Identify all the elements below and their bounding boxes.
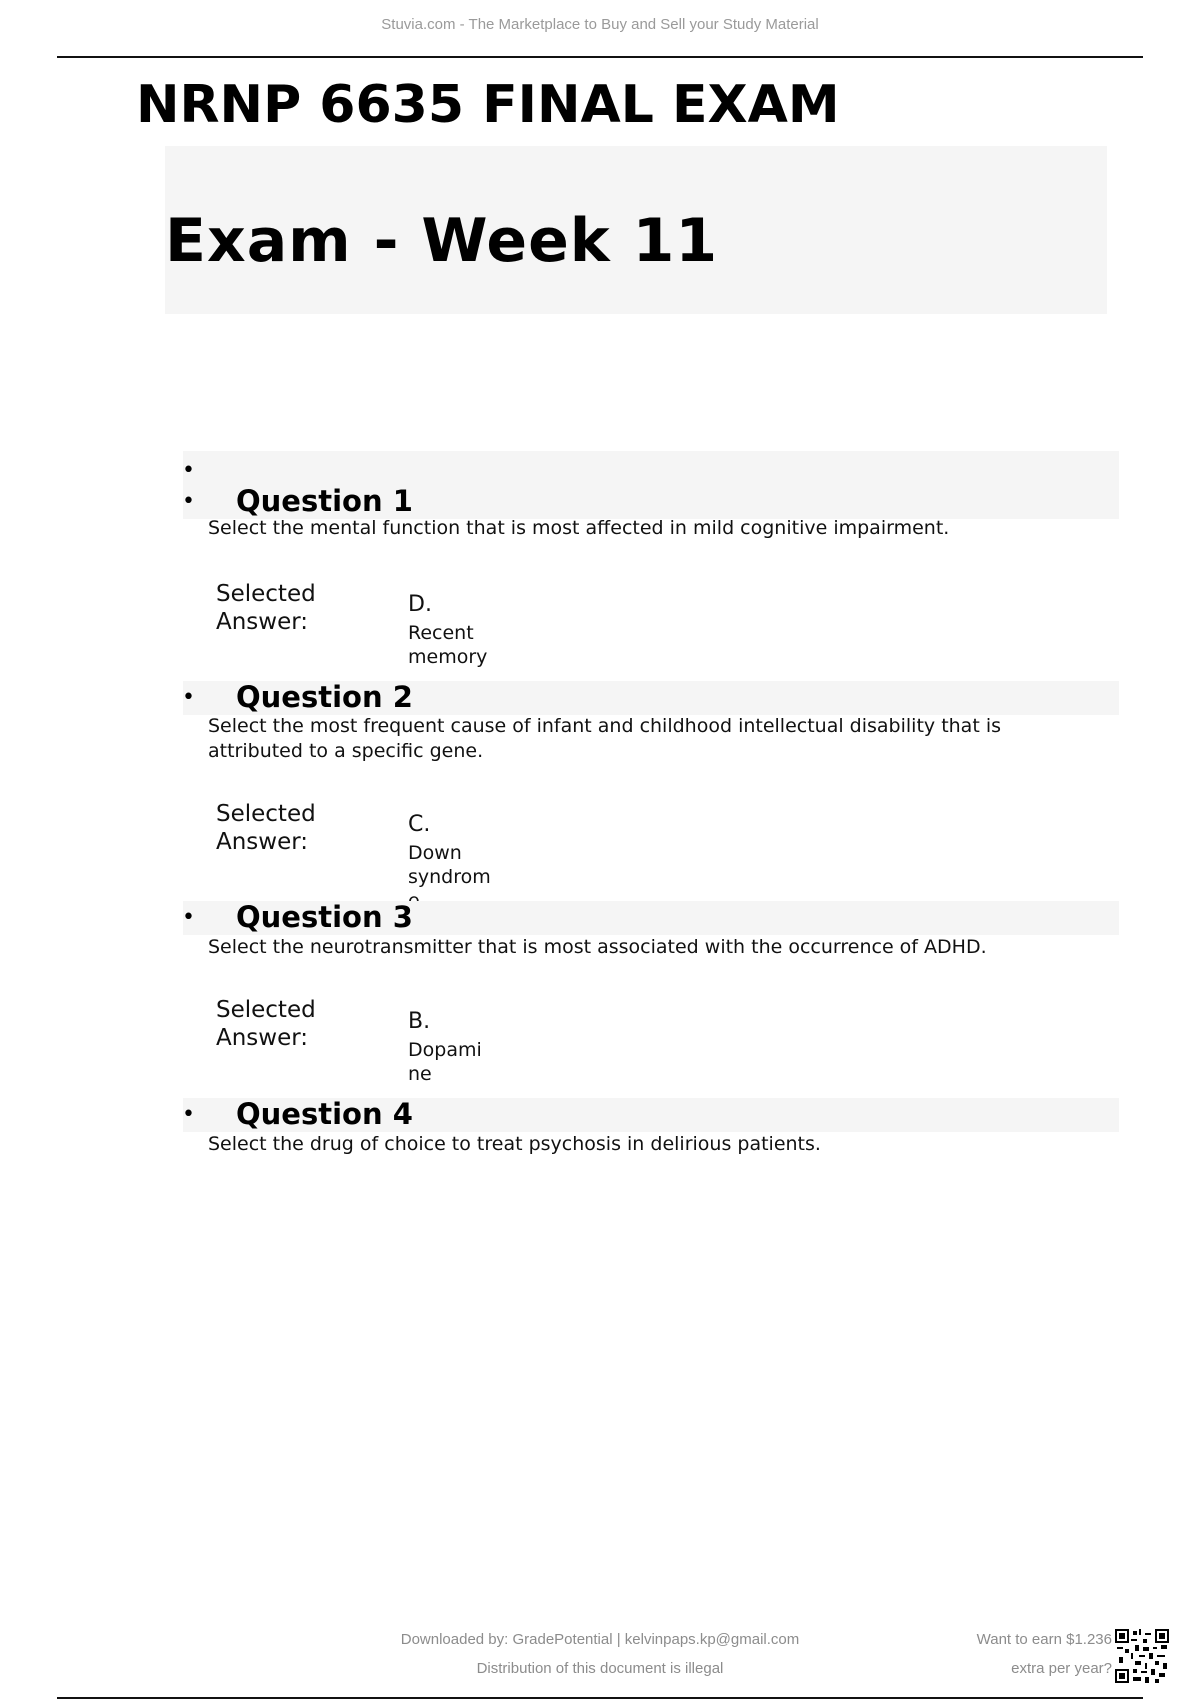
footer-earn-line-1[interactable]: Want to earn $1.236 xyxy=(976,1631,1112,1648)
selected-label-line: Selected xyxy=(216,997,316,1023)
selected-label-line: Answer: xyxy=(216,829,309,855)
selected-answer-label xyxy=(216,800,336,856)
selected-label-line: Selected xyxy=(216,801,316,827)
footer-earn-line-2[interactable]: extra per year? xyxy=(1011,1660,1112,1677)
selected-label-line: Answer: xyxy=(216,1025,309,1051)
answer-text-line: syndrom xyxy=(408,866,491,888)
answer-text-line: Dopami xyxy=(408,1039,482,1061)
question-text xyxy=(208,714,1088,764)
question-bullet: • xyxy=(182,905,195,930)
selected-answer-label xyxy=(216,580,336,636)
question-text xyxy=(208,935,1088,960)
answer-text-line: ne xyxy=(408,1063,432,1085)
selected-label-line: Selected xyxy=(216,581,316,607)
footer-divider xyxy=(57,1697,1143,1699)
answer-text-line: Recent xyxy=(408,622,474,644)
qr-code-icon[interactable] xyxy=(1115,1629,1169,1683)
question-bullet: • xyxy=(182,685,195,710)
empty-list-bullet: • xyxy=(182,458,195,483)
question-title: Question 1 xyxy=(236,484,413,518)
answer-letter: C. xyxy=(408,812,431,837)
answer-letter: D. xyxy=(408,592,432,617)
question-text-line: Select the most frequent cause of infant and childhood intellectual disability that is xyxy=(208,715,1001,737)
footer-downloaded-by: Downloaded by: GradePotential | kelvinpaps.kp@gmail.com xyxy=(400,1631,800,1648)
header-divider xyxy=(57,56,1143,58)
footer-distribution-notice: Distribution of this document is illegal xyxy=(476,1660,724,1677)
answer-text-line: memory xyxy=(408,646,488,668)
site-header-text: Stuvia.com - The Marketplace to Buy and Sell your Study Material xyxy=(381,16,819,33)
answer-text xyxy=(408,621,498,669)
question-text xyxy=(208,516,1088,541)
question-text-line: Select the neurotransmitter that is most associated with the occurrence of ADHD. xyxy=(208,936,987,958)
question-text-line: Select the mental function that is most affected in mild cognitive impairment. xyxy=(208,517,950,539)
question-title: Question 3 xyxy=(236,900,413,934)
answer-text xyxy=(408,1038,498,1086)
question-title: Question 4 xyxy=(236,1097,413,1131)
document-title: NRNP 6635 FINAL EXAM xyxy=(136,75,840,135)
answer-text-line: Down xyxy=(408,842,462,864)
question-text-line: Select the drug of choice to treat psychosis in delirious patients. xyxy=(208,1133,821,1155)
selected-answer-label xyxy=(216,996,336,1052)
question-text-line: attributed to a specific gene. xyxy=(208,740,484,762)
question-text xyxy=(208,1132,1088,1157)
question-bullet: • xyxy=(182,1102,195,1127)
question-bullet: • xyxy=(182,489,195,514)
exam-week-title: Exam - Week 11 xyxy=(165,206,719,276)
question-title: Question 2 xyxy=(236,680,413,714)
selected-label-line: Answer: xyxy=(216,609,309,635)
answer-letter: B. xyxy=(408,1009,431,1034)
